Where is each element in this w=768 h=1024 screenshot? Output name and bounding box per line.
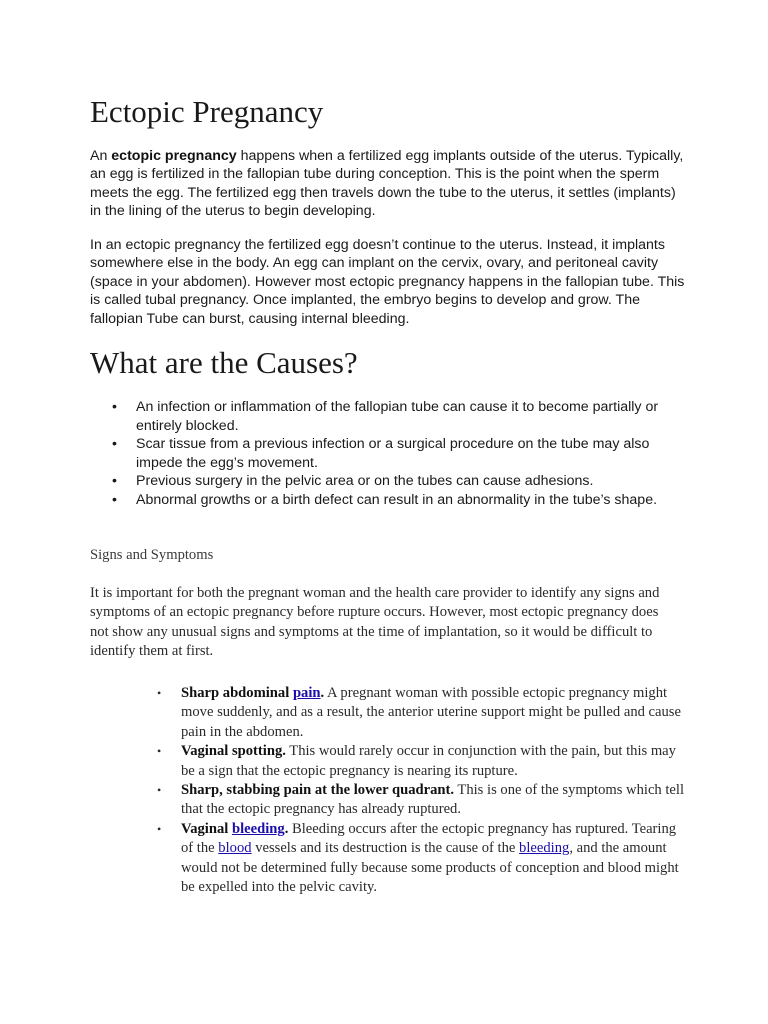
intro-suffix: happens when a fertilized egg implants outside of the uterus. Typically, an egg is fertilized in the fallopian tube during conception. This is the point when the sperm meets the egg. The fertilized egg then travels down the tube to the uterus, it settles (implants) in the lining of the uterus to begin developing. [90,148,684,220]
symptom-text: vessels and its destruction is the cause of the [251,840,520,857]
symptom-text: This is one of the symptoms which tell that the ectopic pregnancy has already ruptured. [181,782,685,818]
intro-paragraph [90,147,690,221]
bleeding-link[interactable]: bleeding [231,820,285,837]
signs-heading: Signs and Symptoms [90,547,214,563]
causes-heading: What are the Causes? [90,345,358,380]
list-item: • An infection or inflammation of the fallopian tube can cause it to become partially or entirely blocked. [90,398,690,435]
causes-list [90,398,690,510]
pain-link[interactable]: pain [292,685,321,701]
page-title: Ectopic Pregnancy [90,94,324,129]
symptom-title-end: . [320,685,325,701]
symptom-title: Vaginal [181,820,232,837]
list-item: • Scar tissue from a previous infection or a surgical procedure on the tube may also impede the egg’s movement. [90,435,690,472]
symptoms-list [90,684,690,897]
blood-link[interactable]: blood [218,840,252,857]
symptom-title-end: . [284,820,289,837]
second-paragraph: In an ectopic pregnancy the fertilized egg doesn’t continue to the uterus. Instead, it implants somewhere else in the body. An egg can implant on the cervix, ovary, and peritoneal cavity (space in your abdomen). However most ectopic pregnancy happens in the fallopian tube. This is called tubal pregnancy. Once implanted, the embryo begins to develop and grow. The fallopian Tube can burst, causing internal bleeding. [90,237,685,327]
list-item [90,742,690,781]
symptom-text: Bleeding occurs after the ectopic pregnancy has ruptured. Tearing of the [181,820,677,857]
symptom-text: , and the amount would not be determined fully because some products of conception and blood might be expelled into the pelvic cavity. [181,840,679,896]
symptom-title: Sharp, stabbing pain at the lower quadrant. [181,782,455,799]
symptom-title: Sharp abdominal [181,685,293,701]
list-item [90,684,690,742]
bleeding-link-2[interactable]: bleeding [519,840,570,857]
list-item [90,781,690,820]
list-item: • Previous surgery in the pelvic area or on the tubes can cause adhesions. [90,472,690,491]
intro-bold-term: ectopic pregnancy [111,148,237,164]
symptom-title: Vaginal spotting. [181,743,286,760]
symptom-text: A pregnant woman with possible ectopic pregnancy might move suddenly, and as a result, the anterior uterine support might be pulled and cause pain in the abdomen. [181,685,681,740]
symptom-text: This would rarely occur in conjunction with the pain, but this may be a sign that the ectopic pregnancy is nearing its rupture. [181,743,676,779]
intro-prefix: An [90,148,112,164]
signs-intro-paragraph: It is important for both the pregnant woman and the health care provider to identify any signs and symptoms of an ectopic pregnancy before rupture occurs. However, most ectopic pregnancy does not show any unusual signs and symptoms at the time of implantation, so it would be difficult to identify them at first. [90,585,660,660]
list-item [90,820,690,898]
list-item: • Abnormal growths or a birth defect can result in an abnormality in the tube’s shape. [90,491,690,510]
